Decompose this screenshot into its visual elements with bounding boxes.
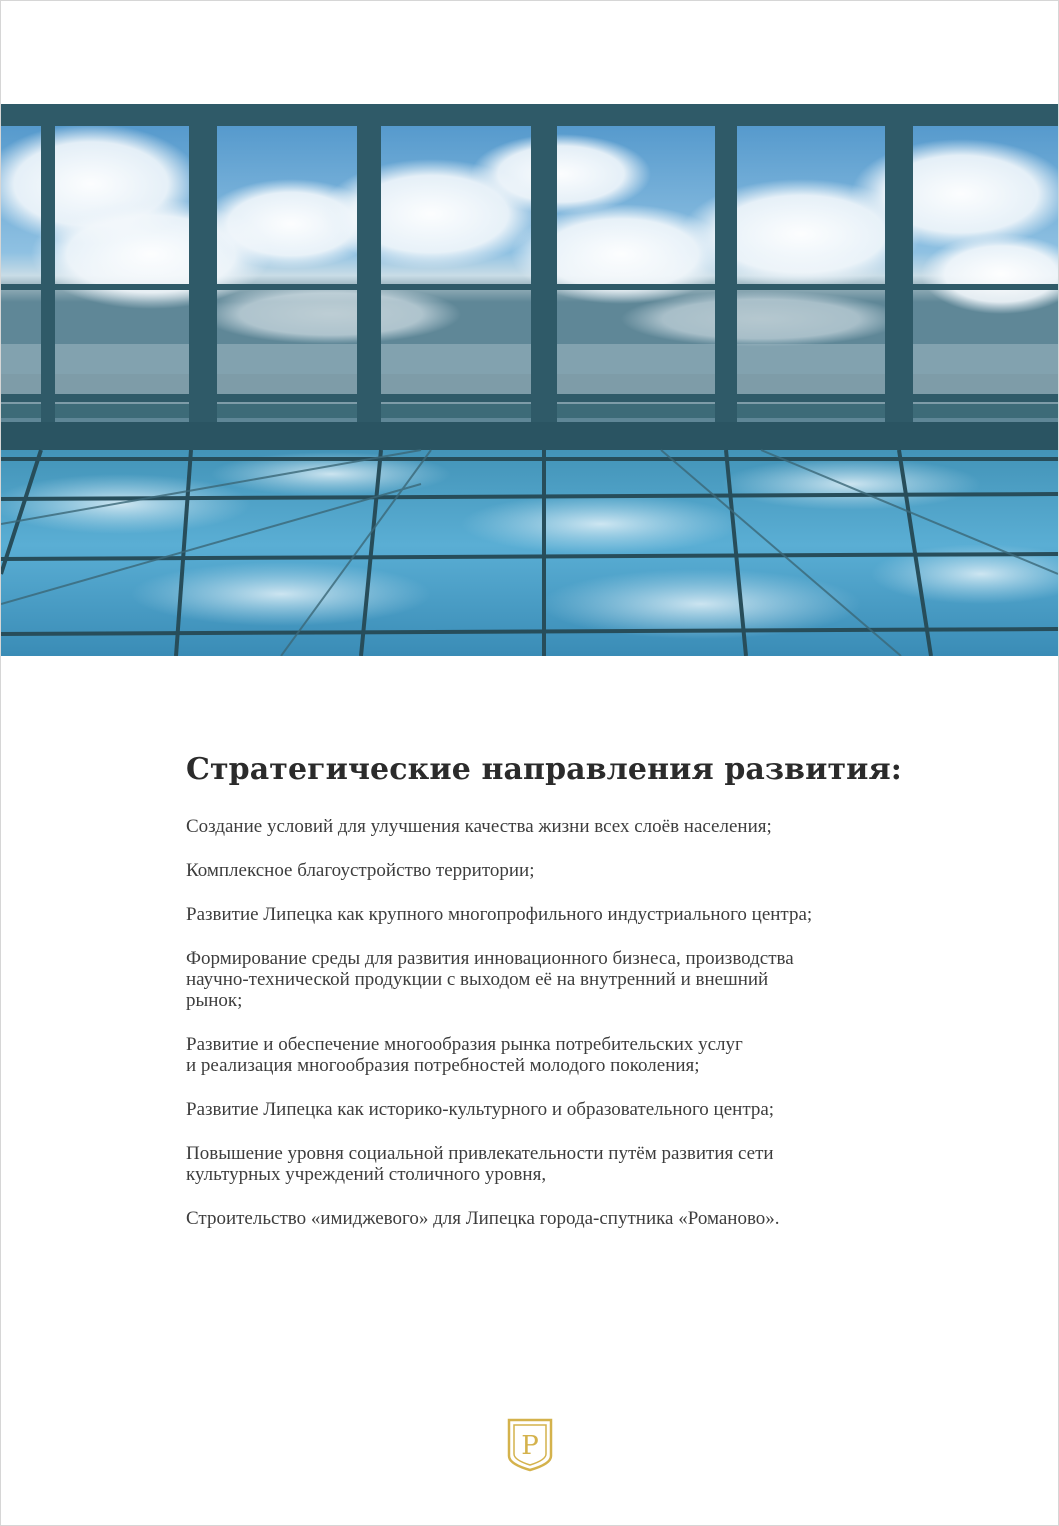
direction-item: Комплексное благоустройство территории;	[186, 860, 535, 881]
direction-item: Развитие и обеспечение многообразия рынка потребительских услуг и реализация многообразия потребностей молодого поколения;	[186, 1034, 743, 1076]
direction-item: Строительство «имиджевого» для Липецка города-спутника «Романово».	[186, 1208, 780, 1229]
logo-letter: Р	[521, 1431, 539, 1461]
direction-item: Повышение уровня социальной привлекательности путём развития сети культурных учреждений столичного уровня,	[186, 1143, 774, 1185]
direction-item: Развитие Липецка как историко-культурного и образовательного центра;	[186, 1099, 775, 1120]
direction-item: Развитие Липецка как крупного многопрофильного индустриального центра;	[186, 904, 813, 925]
direction-item: Создание условий для улучшения качества жизни всех слоёв населения;	[186, 816, 772, 837]
content	[186, 752, 926, 1252]
hero-image	[1, 104, 1058, 656]
glass-facade-sky-photo-icon	[1, 104, 1058, 656]
directions-list	[186, 816, 926, 1229]
romanovo-crest-logo-icon	[507, 1418, 553, 1472]
page-title: Стратегические направления развития:	[186, 752, 902, 787]
direction-item: Формирование среды для развития инновационного бизнеса, производства научно-технической продукции с выходом её на внутренний и внешний рынок;	[186, 948, 794, 1011]
